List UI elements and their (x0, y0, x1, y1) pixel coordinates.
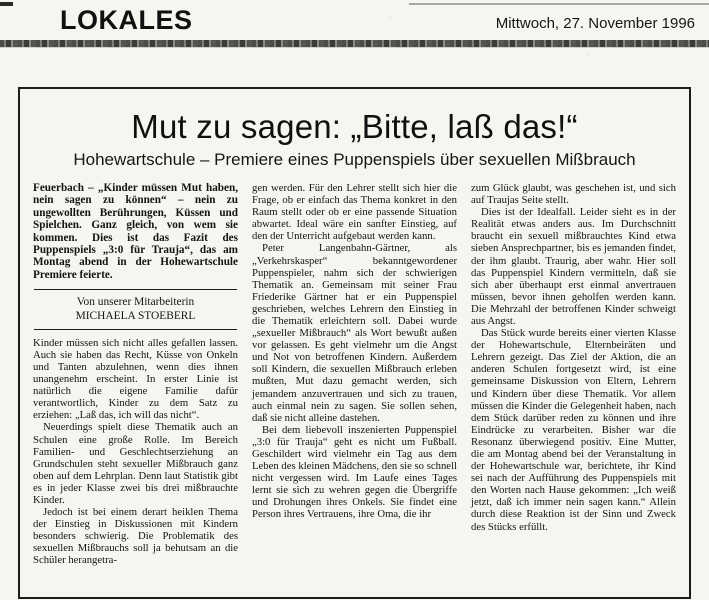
paragraph: Jedoch ist bei einem derart heiklen Thema der Einstieg in Diskussionen mit Kindern besonders schwierig. Die Problematik des sexuellen Mißbrauchs soll ja behutsam an die Schüler herangetra- (33, 506, 238, 567)
paragraph: Neuerdings spielt diese Thematik auch an Schulen eine große Rolle. Im Bereich Familien- und Geschlechtserziehung an Grundschulen steht sexueller Mißbrauch ganz oben auf dem Lehrplan. Denn laut Statistik gibt es in jeder Klasse zwei bis drei mißbrauchte Kinder. (33, 421, 238, 507)
paragraph: Bei dem liebevoll inszenierten Puppenspiel „3:0 für Trauja“ geht es nicht um Fußball. Geschildert wird vielmehr ein Tag aus dem Leben des kleinen Mädchens, den sie so schnell nicht vergessen wird. Im Laufe eines Tages lernt sie sich zu wehren gegen die Übergriffe und Drohungen ihres Onkels. Sie findet eine Person ihres Vertrauens, ihre Oma, die ihr (252, 423, 457, 521)
paragraph: Dies ist der Idealfall. Leider sieht es in der Realität etwas anders aus. Im Durchschnitt braucht ein sexuell mißbrauchtes Kind etwa sieben Ansprechpartner, bis es jemanden findet, der ihm glaubt. Traurig, aber wahr. Hier soll das Puppenspiel Kindern vermitteln, daß sie sich aber überhaupt erst einmal anvertrauen müssen, bevor ihnen geholfen werden kann. Die Mehrzahl der betroffenen Kinder schweigt aus Angst. (471, 206, 676, 327)
section-title: LOKALES (60, 5, 193, 35)
headline: Mut zu sagen: „Bitte, laß das!“ (131, 108, 578, 145)
paragraph: Kinder müssen sich nicht alles gefallen lassen. Auch sie haben das Recht, Küsse von Onkeln und Tanten abzulehnen, wenn dies ihnen unangenehm erscheint. In erster Linie ist natürlich die eigene Familie dafür verantwortlich, Kinder zu dem Satz zu erziehen: „Laß das, ich will das nicht“. (33, 336, 238, 422)
paragraph: Das Stück wurde bereits einer vierten Klasse der Hohewartschule, Elternbeiräten und Lehrern gezeigt. Das Ziel der Aktion, die an anderen Schulen fortgesetzt wird, ist eine gemeinsame Diskussion von Eltern, Lehrern und Kindern über diese Thematik. Vor allem müssen die Kinder die Gelegenheit haben, nach dem Stück darüber reden zu können und ihre Eindrücke zu verarbeiten. Bisher war die Resonanz überwiegend positiv. Eine Mutter, die am Montag abend bei der Veranstaltung in der Hohewartschule war, berichtete, ihr Kind sei nach der Aufführung des Puppenspiels mit den Worten nach Hause gekommen: „Ich weiß jetzt, daß ich immer nein sagen kann.“ Allein durch diese Reaktion ist der Sinn und Zweck des Stücks erfüllt. (471, 327, 676, 533)
paragraph: Peter Langenbahn-Gärtner, als „Verkehrskasper“ bekanntgewordener Puppenspieler, nahm sich der schwierigen Thematik an. Gemeinsam mit seiner Frau Friederike Gärtner hat er ein Puppenspiel geschrieben, welches Lehrern den Einstieg in die Thematik erleichtern soll. Dabei wurde „sexueller Mißbrauch“ als Wort bewußt außen vor gelassen. Es geht vielmehr um die Angst und Not von betroffenen Kindern. Außerdem soll Kindern, die sexuellen Mißbrauch erleben mußten, Mut dazu gemacht werden, sich jemandem anzuvertrauen und sich zu trauen, auch einmal nein zu sagen. Sie sollen sehen, daß sie nicht alleine dastehen. (252, 242, 457, 424)
lead-paragraph: Feuerbach – „Kinder müssen Mut haben, nein sagen zu können“ – nein zu ungewollten Berührungen, Küssen und Spielchen. Ganz gleich, von wem sie kommen. Dies ist das Fazit des Puppenspiels „3:0 für Trauja“, das am Montag abend in der Hohewartschule Premiere feierte. (33, 181, 238, 281)
paragraph: gen werden. Für den Lehrer stellt sich hier die Frage, ob er einfach das Thema konkret in den Raum stellt oder ob er eine passende Situation abwartet. Ideal wäre ein sanfter Einstieg, auf den der Unterricht aufgebaut werden kann. (252, 181, 457, 243)
column-3 (471, 182, 676, 567)
subheadline: Hohewartschule – Premiere eines Puppenspiels über sexuellen Mißbrauch (73, 149, 636, 169)
article-box (18, 87, 691, 599)
masthead (0, 0, 709, 36)
page-date: Mittwoch, 27. November 1996 (495, 15, 695, 32)
byline-author: MICHAELA STOEBERL (75, 310, 196, 322)
masthead-rule (0, 40, 709, 47)
byline-block (34, 289, 237, 330)
paragraph: zum Glück glaubt, was geschehen ist, und sich auf Traujas Seite stellt. (471, 181, 676, 207)
byline-role: Von unserer Mitarbeiterin (76, 296, 195, 309)
column-1 (33, 182, 238, 567)
column-2 (252, 182, 457, 567)
article-columns (33, 182, 676, 567)
